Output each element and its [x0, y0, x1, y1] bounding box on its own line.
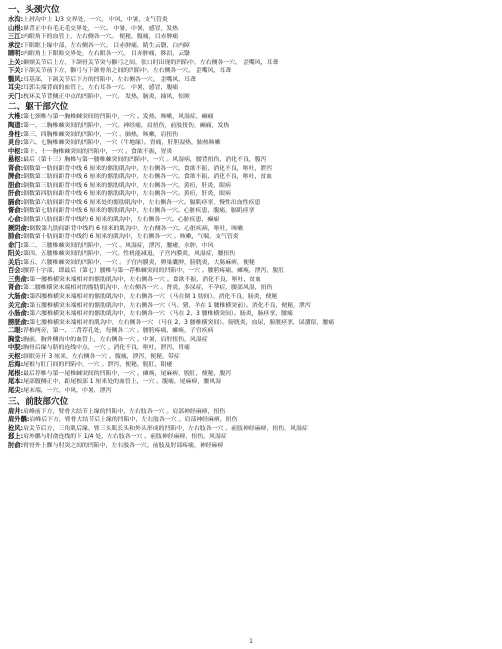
acupoint-entry — [8, 16, 498, 25]
acupoint-name: 心俞: — [8, 216, 24, 224]
acupoint-entry — [8, 165, 498, 174]
acupoint-name: 睛明: — [8, 50, 24, 58]
acupoint-description: 第一腰椎横突末端相对的髂肋肌沟中，左右侧各一穴 。食欲不振，消化不良，呕吐，贫血 — [29, 276, 262, 283]
acupoint-description: 第十、十一胸椎棘突间的凹陷中，一穴 。食欲不振，胃炎 — [23, 148, 173, 155]
acupoint-description: 倒数第四肋间距背中线 6 厘米的髂肋肌沟中，左右侧各一穴。黄疸，肝炎，眼病 — [23, 191, 231, 198]
acupoint-name: 水沟: — [8, 16, 24, 23]
acupoint-name: 肺俞: — [8, 233, 24, 241]
section-heading: 二、躯干部穴位 — [8, 102, 69, 113]
acupoint-description: 尾部腹侧正中，距尾根部 1 厘米处的血管上，一穴 。腹痛，尾麻痹，腰风湿 — [23, 379, 221, 386]
acupoint-name: 百会: — [8, 267, 24, 275]
acupoint-name: 三焦俞: — [8, 275, 30, 283]
acupoint-entry — [8, 84, 498, 93]
acupoint-name: 身柱: — [8, 130, 24, 138]
acupoint-entry — [8, 199, 498, 208]
acupoint-entry — [8, 173, 498, 182]
acupoint-name: 上关: — [8, 58, 24, 66]
acupoint-name: 脾俞: — [8, 173, 24, 181]
acupoint-description: 荐椎两旁，第一、二背荐孔处，每侧各二穴 。腰胯疼痛，瘫痪，子宫疾病 — [23, 328, 214, 335]
acupoint-entry — [8, 207, 498, 216]
acupoint-description: 倒数第二肋间距背中线 6 厘米的髂肋肌沟中，左右侧各一穴。食欲不振，消化不良，呕吐，贫血 — [23, 174, 273, 181]
acupoint-name: 陶道: — [8, 122, 24, 130]
acupoint-entry — [8, 113, 498, 122]
acupoint-entry — [8, 336, 498, 345]
acupoint-entry — [8, 250, 498, 259]
acupoint-entry — [8, 327, 498, 336]
acupoint-description: 肩峰后下方，臂骨大结节后上缘的凹陷中，左右肢各一穴 。肩部神经麻痹，扭伤 — [29, 417, 238, 424]
acupoint-entry — [8, 378, 498, 387]
acupoint-entry — [8, 122, 498, 131]
acupoint-description: 第四、五腰椎棘突间的凹陷中，一穴。性机能减退，子宫内膜炎，风湿症，腰扭伤 — [23, 251, 236, 258]
acupoint-entry — [8, 216, 498, 225]
acupoint-name: 关后: — [8, 258, 24, 266]
acupoint-entry — [8, 433, 498, 442]
acupoint-name: 抢风: — [8, 424, 24, 432]
acupoint-entry — [8, 370, 498, 379]
acupoint-entry — [8, 310, 498, 319]
acupoint-entry — [8, 76, 498, 85]
acupoint-name: 灵台: — [8, 139, 24, 147]
acupoint-description: 耳基部，下颌关节后下方的凹陷中，左右侧各一穴。 歪嘴风，耳聋 — [23, 76, 196, 83]
acupoint-entry — [8, 387, 498, 396]
acupoint-entry — [8, 182, 498, 191]
acupoint-description: 第二、三腰椎棘突间的凹陷中，一穴 。风湿症，泄泻，腰痿，水肿，中风 — [23, 242, 214, 249]
acupoint-entry — [8, 442, 498, 451]
acupoint-entry — [8, 50, 498, 59]
acupoint-description: 尾末端，一穴。中风，中暑，泄泻 — [23, 387, 112, 394]
acupoint-name: 肩井: — [8, 407, 24, 415]
acupoint-description: 最后荐椎与第一尾椎棘突间的凹陷中，一穴 。瘫痪，尾麻痹，脱肛，便秘，腹泻 — [23, 370, 232, 377]
acupoint-entry — [8, 361, 498, 370]
acupoint-description: 第三、四胸椎棘突间的凹陷中，一穴 。肺热，咳嗽，肩扭伤 — [23, 131, 179, 138]
acupoint-entry — [8, 284, 498, 293]
section-heading: 一、头颈穴位 — [8, 5, 60, 15]
acupoint-description: 倒数第十肋间距背中线约 6 厘米的肌沟中，左右侧各一穴 。咳嗽，气喘，支气管炎 — [23, 234, 239, 241]
acupoint-name: 厥阴俞: — [8, 224, 30, 232]
acupoint-name: 尾本: — [8, 378, 24, 386]
acupoint-name: 胆俞: — [8, 181, 24, 189]
acupoint-name: 尾根: — [8, 369, 24, 377]
acupoint-entry — [8, 225, 498, 234]
acupoint-description: 第六腰椎横突末端相对的髂肋肌沟中，左右侧各一穴 （马在 2、3 腰椎横突间）。肠炎，肠痉挛，腰痛 — [29, 311, 293, 318]
acupoint-name: 三江: — [8, 33, 24, 41]
acupoint-name: 天枢: — [8, 352, 24, 360]
page-number: 1 — [249, 638, 253, 645]
acupoint-description: 第六、七胸椎棘突间的凹陷中，一穴（牛地缘）。胃痛，肝胆湿热，肺热咳嗽 — [23, 140, 221, 147]
acupoint-description: 肩外髃与肘俞连线的下 1/4 处，左右肢各一穴 。前肢神经麻痹，扭伤，风湿症 — [23, 434, 227, 441]
acupoint-description: 倒数第七肋间距背中线 6 厘米的髂肋肌沟中，左右侧各一穴。心脏疾患，腹痛，膈肌痉挛 — [23, 208, 255, 215]
acupoint-description: 上唇沟中上 1/3 交界处，一穴。 中风，中暑，支气管炎 — [23, 17, 168, 23]
acupoint-entry — [8, 33, 498, 42]
acupoint-name: 膀胱俞: — [8, 318, 30, 326]
acupoint-name: 中脘: — [8, 344, 24, 352]
acupoint-name: 郄上: — [8, 433, 24, 441]
acupoint-entry — [8, 353, 498, 362]
acupoint-description: 下眼眶上缘中部，左右侧各一穴。 目赤肿痛，睛生云翳，白内障 — [23, 42, 190, 49]
acupoint-entry — [8, 408, 498, 417]
acupoint-name: 肩外髃: — [8, 416, 30, 424]
acupoint-name: 关元俞: — [8, 301, 30, 309]
acupoint-description: 肩峰前下方，臂骨大结节上缘的凹陷中，左右肢各一穴 。肩部神经麻痹，扭伤 — [23, 408, 226, 415]
acupoint-description: 尾根与肛门间的凹陷中，一穴 。泄泻，便秘，脱肛，阳痿 — [23, 362, 173, 369]
document-body — [8, 4, 498, 450]
acupoint-name: 大肠俞: — [8, 292, 30, 300]
acupoint-description: 第五、六腰椎棘突间的凹陷中，一穴 。子宫内膜炎，卵巢囊肿，膀胱炎，大肠麻痹，便秘 — [23, 259, 255, 266]
acupoint-entry — [8, 131, 498, 140]
acupoint-description: 第七颈椎与第一胸椎棘突间的凹陷中，一穴 。发热，咳嗽，风湿症，癫痫 — [23, 114, 214, 121]
acupoint-name: 大椎: — [8, 113, 24, 121]
acupoint-entry — [8, 190, 498, 199]
acupoint-entry — [8, 42, 498, 51]
acupoint-description: 内眼角上下眼睑交界处，左右眼各一穴。 目赤肿痛，眵泪，云翳 — [23, 51, 190, 58]
acupoint-entry — [8, 156, 498, 165]
acupoint-description: 第二腰椎横突末端相对的髂肋肌沟中，左右侧各一穴 。肾炎，多尿症，不孕症，腰部风湿，扭伤 — [23, 285, 273, 292]
acupoint-name: 胸堂: — [8, 335, 24, 343]
acupoint-description: 肩关节后方，三角肌后缘、臂三头肌长头和外头形成的凹陷中，左右肢各一穴 。前肢神经麻痹，扭伤，风湿症 — [23, 425, 308, 432]
acupoint-description: 臂骨外上髁与肘突之间的凹陷中，左右肢各一穴。前肢及肘部疼痛，神经麻痹 — [23, 442, 224, 449]
acupoint-name: 命门: — [8, 241, 24, 249]
section-heading: 三、前肢部穴位 — [8, 396, 69, 407]
acupoint-entry — [8, 139, 498, 148]
acupoint-name: 翳风: — [8, 75, 24, 83]
acupoint-name: 中枢: — [8, 147, 24, 155]
acupoint-name: 山根: — [8, 24, 24, 32]
acupoint-name: 耳尖: — [8, 84, 24, 92]
acupoint-description: 下颌关节前下方，颧弓与下颌骨角之间的凹陷中，左右侧各一穴。 歪嘴风，耳聋 — [23, 68, 232, 75]
acupoint-description: 倒数第一肋间距背中线 6 厘米的髂肋肌沟中，左右侧各一穴。食欲不振，消化不良，呕吐，泄泻 — [23, 165, 273, 172]
acupoint-entry — [8, 302, 498, 311]
acupoint-entry — [8, 148, 498, 157]
acupoint-entry — [8, 344, 498, 353]
acupoint-description: 枕环关节背侧正中点的凹陷中，一穴。 发热，脑炎，抽风，惊厥 — [23, 93, 190, 100]
acupoint-description: 倒数第六肋间距背中线 6 厘米处的髂肋肌沟中，左右侧各一穴。膈肌痉挛，慢性出血性疾患 — [23, 199, 261, 206]
acupoint-entry — [8, 93, 498, 102]
acupoint-description: 最后（第十三）胸椎与第一腰椎棘突间的凹陷中，一穴 。风湿病，腰背扭伤，消化不良，腹泻 — [23, 157, 267, 164]
acupoint-description: 脐眼旁开 3 厘米，左右侧各一穴 。腹痛，泄泻，便秘，带症 — [23, 353, 180, 360]
acupoint-entry — [8, 233, 498, 242]
acupoint-name: 肾俞: — [8, 284, 24, 292]
acupoint-name: 阳关: — [8, 250, 24, 258]
acupoint-name: 肾俞: — [8, 164, 24, 172]
acupoint-entry — [8, 319, 498, 328]
acupoint-name: 督俞: — [8, 207, 24, 215]
acupoint-name: 肝俞: — [8, 190, 24, 198]
acupoint-description: 第七腰椎横突末端相对的肌沟中，左右侧各一穴 （马在 2、3 腰椎横突间）。膀胱炎，血尿，膀胱痉挛，尿潴留，腰痛 — [29, 319, 335, 326]
acupoint-entry — [8, 416, 498, 425]
acupoint-description: 第一、二胸椎棘突间的凹陷中，一穴。神经痛，肩扭伤，前肢扭伤，癫痫，发热 — [23, 123, 230, 130]
acupoint-name: 膈俞: — [8, 198, 24, 206]
acupoint-entry — [8, 267, 498, 276]
acupoint-name: 天门: — [8, 92, 24, 100]
acupoint-name: 悬枢: — [8, 156, 24, 164]
acupoint-entry — [8, 259, 498, 268]
acupoint-entry — [8, 425, 498, 434]
acupoint-description: 腰荐十字部，即最后（第七）腰椎与第一荐椎棘突间的凹陷中，一穴 。腰胯疼痛，瘫痪，泄泻，脱肛 — [23, 268, 285, 275]
acupoint-name: 后海: — [8, 361, 24, 369]
acupoint-name: 肘俞: — [8, 441, 24, 449]
acupoint-name: 承泣: — [8, 41, 24, 49]
acupoint-name: 尾尖: — [8, 386, 24, 394]
acupoint-description: 鼻背正中有毛无毛交界处，一穴。 中暑，中暑，感冒，发热 — [23, 25, 179, 32]
acupoint-entry — [8, 59, 498, 68]
acupoint-name: 二眼: — [8, 327, 24, 335]
acupoint-name: 下关: — [8, 67, 24, 75]
acupoint-entry — [8, 242, 498, 251]
acupoint-description: 第五腰椎横突末端相对的髂肋肌沟中，左右侧各一穴（马、猪、羊在 1 腰椎横突前）。消化不良，便秘，泄泻 — [29, 302, 311, 309]
acupoint-description: 内眼角下的血管上，左右侧各一穴。 便秘，腹痛，目赤肿痛 — [23, 34, 179, 41]
acupoint-description: 耳郭尖端背面的血管上，左右耳各一穴。 中暑，感冒，腹痛 — [23, 85, 179, 92]
acupoint-description: 倒数第八肋间距背中线约 6 厘米的肌沟中，左右侧各一穴。心脏疾患，癫痫 — [23, 217, 220, 224]
acupoint-entry — [8, 67, 498, 76]
acupoint-description: 第四腰椎横突末端相对的髂肋肌沟中，左右侧各一穴 （马在倒 1 肋间）。消化不良，肠炎，便秘 — [29, 293, 278, 300]
acupoint-entry — [8, 276, 498, 285]
acupoint-name: 小肠俞: — [8, 310, 30, 318]
acupoint-description: 倒数第三肋间距背中线 6 厘米的髂肋肌沟中，左右侧各一穴。黄疸，肝炎，眼病 — [23, 182, 231, 189]
acupoint-entry — [8, 25, 498, 34]
acupoint-description: 胸前，胸外侧沟中的血管上，左右侧各一穴 。中暑，肩肘扭伤，风湿症 — [23, 336, 208, 343]
acupoint-entry — [8, 293, 498, 302]
acupoint-description: 颞颏关节后上方，下颌骨关节突与颧弓之间，张口时出现的凹陷中，左右侧各一穴。 歪嘴风，耳聋 — [23, 59, 279, 66]
acupoint-description: 胸骨后缘与脐的连线中点，一穴 。消化不良，呕吐，泄泻，胃痛 — [23, 345, 190, 352]
acupoint-description: 倒数第九肋间距背中线约 6 厘米的肌沟中，左右侧各一穴。心脏疾病，呕吐，咳嗽 — [29, 225, 244, 232]
